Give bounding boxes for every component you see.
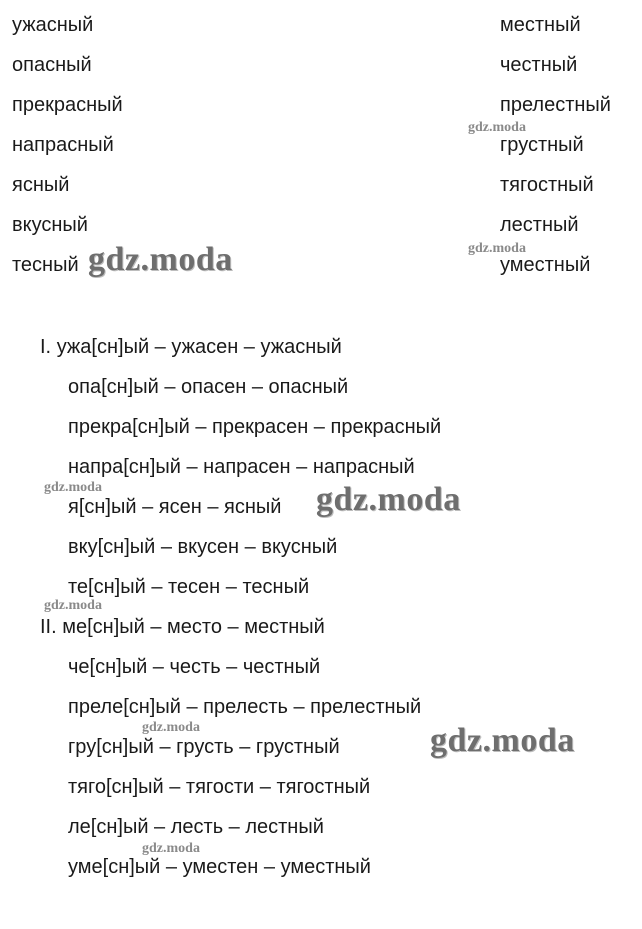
analysis-row: вку[сн]ый – вкусен – вкусный [68,536,338,558]
analysis-row [40,327,441,367]
watermark: gdz.moda [44,598,102,613]
word-item: местный [500,14,581,36]
analysis-row: уме[сн]ый – уместен – уместный [68,856,371,878]
word-item: опасный [12,54,92,76]
analysis-row [40,607,441,647]
word-item: честный [500,54,578,76]
watermark: gdz.moda [316,481,461,518]
analysis-row: опа[сн]ый – опасен – опасный [68,376,349,398]
analysis-row: напра[сн]ый – напрасен – напрасный [68,456,415,478]
analysis-text: ме[сн]ый – место – местный [62,616,325,638]
watermark: gdz.moda [44,480,102,495]
analysis-row: прекра[сн]ый – прекрасен – прекрасный [68,416,442,438]
watermark: gdz.moda [142,720,200,735]
analysis-row: я[сн]ый – ясен – ясный [68,496,282,518]
word-item: прекрасный [12,94,123,116]
word-item: напрасный [12,134,114,156]
watermark: gdz.moda [468,120,526,135]
analysis-row: ле[сн]ый – лесть – лестный [68,816,324,838]
group-label: II. [40,616,57,638]
analysis-row: преле[сн]ый – прелесть – прелестный [68,696,422,718]
word-item: грустный [500,134,584,156]
watermark: gdz.moda [468,241,526,256]
watermark: gdz.moda [142,841,200,856]
analysis-row: те[сн]ый – тесен – тесный [68,576,310,598]
word-item: тягостный [500,174,594,196]
word-item: прелестный [500,94,611,116]
word-item: ясный [12,174,70,196]
analysis-row: тяго[сн]ый – тягости – тягостный [68,776,371,798]
word-item: лестный [500,214,579,236]
group-label: I. [40,336,52,358]
analysis-row: че[сн]ый – честь – честный [68,656,321,678]
analysis-row: гру[сн]ый – грусть – грустный [68,736,340,758]
word-item: уместный [500,254,591,276]
watermark: gdz.moda [430,722,575,759]
analysis-text: ужа[сн]ый – ужасен – ужасный [56,336,342,358]
word-item: ужасный [12,14,94,36]
watermark: gdz.moda [88,241,233,278]
word-item: вкусный [12,214,88,236]
word-item: тесный [12,254,79,276]
